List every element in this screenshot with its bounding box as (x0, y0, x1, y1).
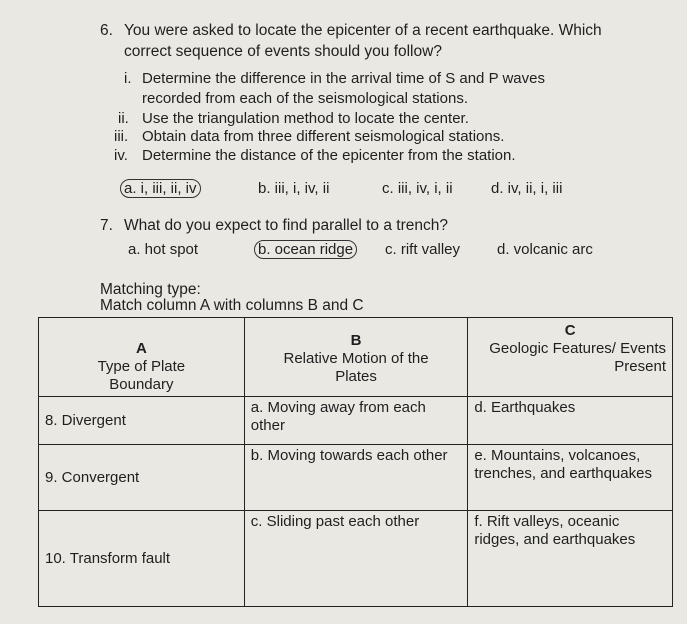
q6-step-iii-num: iii. (114, 128, 129, 145)
q7-choice-a[interactable]: a. hot spot (128, 241, 199, 258)
row-10-column-c: f. Rift valleys, oceanic ridges, and earthquakes (468, 511, 673, 607)
column-c-title: Geologic Features/ Events Present (489, 340, 666, 375)
column-a-letter: A (135, 340, 147, 357)
column-b-header (244, 318, 468, 397)
q6-step-iv-text: Determine the distance of the epicenter from the station. (142, 147, 516, 164)
q6-step-iii-text: Obtain data from three different seismological stations. (142, 128, 505, 145)
row-8-column-a: 8. Divergent (39, 397, 245, 445)
matching-instruction: Match column A with columns B and C (100, 297, 364, 314)
row-9-column-b: b. Moving towards each other (244, 445, 468, 511)
q6-number: 6. (100, 22, 113, 39)
column-c-header (468, 318, 673, 397)
table-header-row (39, 318, 673, 397)
q6-choice-d[interactable]: d. iv, ii, i, iii (491, 180, 563, 197)
row-10-column-b: c. Sliding past each other (244, 511, 468, 607)
column-b-title: Relative Motion of the Plates (283, 350, 429, 385)
q6-step-iv-num: iv. (114, 147, 128, 164)
q6-step-ii-text: Use the triangulation method to locate the center. (142, 110, 469, 127)
q6-question-line1: You were asked to locate the epicenter of a recent earthquake. Which (124, 22, 602, 39)
matching-title: Matching type: (100, 281, 201, 298)
column-b-letter: B (350, 332, 362, 349)
q6-step-i-line2: recorded from each of the seismological stations. (142, 90, 468, 107)
q7-choice-d[interactable]: d. volcanic arc (497, 241, 593, 258)
q6-question-line2: correct sequence of events should you follow? (124, 43, 442, 60)
q7-number: 7. (100, 217, 113, 234)
q6-step-i-line1: Determine the difference in the arrival time of S and P waves (142, 70, 545, 87)
q6-step-i-num: i. (124, 70, 132, 87)
row-9-column-a: 9. Convergent (39, 445, 245, 511)
q7-choice-b[interactable]: b. ocean ridge (258, 241, 357, 259)
row-8-column-b: a. Moving away from each other (244, 397, 468, 445)
column-a-title: Type of Plate Boundary (97, 358, 186, 393)
table-row (39, 511, 673, 607)
q7-choice-c[interactable]: c. rift valley (385, 241, 461, 258)
q7-question: What do you expect to find parallel to a trench? (124, 217, 448, 234)
q6-choice-b[interactable]: b. iii, i, iv, ii (258, 180, 330, 197)
q6-choice-a[interactable]: a. i, iii, ii, iv (124, 180, 201, 198)
matching-table (38, 317, 673, 607)
table-row (39, 445, 673, 511)
column-c-letter: C (564, 322, 576, 339)
row-9-column-c: e. Mountains, volcanoes, trenches, and earthquakes (468, 445, 673, 511)
q6-choice-c[interactable]: c. iii, iv, i, ii (382, 180, 453, 197)
row-10-column-a: 10. Transform fault (39, 511, 245, 607)
q6-step-ii-num: ii. (118, 110, 129, 127)
table-row (39, 397, 673, 445)
column-a-header (39, 318, 245, 397)
row-8-column-c: d. Earthquakes (468, 397, 673, 445)
